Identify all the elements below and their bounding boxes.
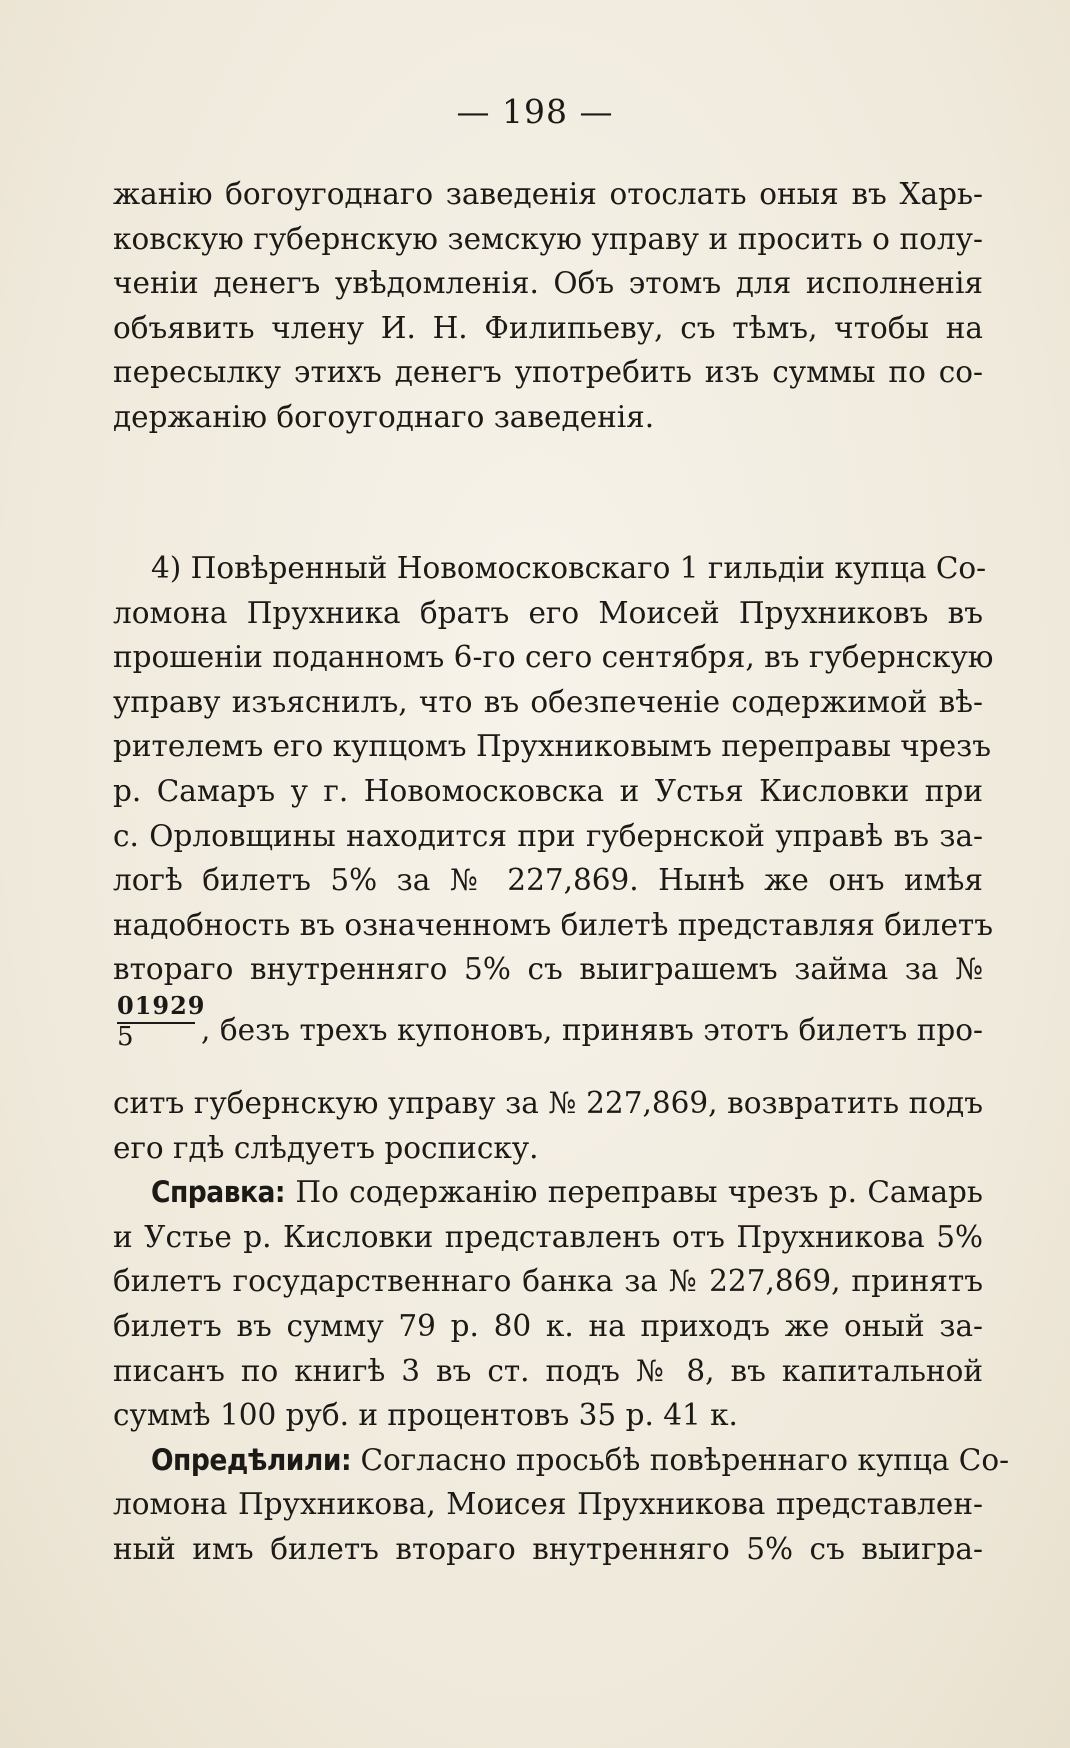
text-line: и Устье р. Кисловки представленъ отъ Прухникова 5% <box>113 1219 983 1254</box>
fraction-numerator: 01929 <box>117 992 195 1024</box>
text-line: , безъ трехъ купоновъ, принявъ этотъ билетъ про- <box>201 1012 983 1047</box>
fraction <box>117 990 206 1052</box>
text-line: управу изъяснилъ, что въ обезпеченіе содержимой вѣ- <box>113 684 983 719</box>
opredelili-label: Опредѣлили: <box>151 1442 352 1477</box>
text-line <box>113 1170 983 1215</box>
text-line: объявить члену И. Н. Филипьеву, съ тѣмъ, чтобы на <box>113 310 983 345</box>
text-line: рителемъ его купцомъ Прухниковымъ переправы чрезъ <box>113 729 992 764</box>
text-line: втораго внутренняго 5% съ выиграшемъ займа за № <box>113 952 983 987</box>
fraction-line <box>113 992 983 1081</box>
text-line: суммѣ 100 руб. и процентовъ 35 р. 41 к. <box>113 1398 738 1433</box>
opredelili-first-line: Согласно просьбѣ повѣреннаго купца Со- <box>360 1442 1010 1477</box>
text-line: ломона Прухника братъ его Моисей Прухниковъ въ <box>113 595 983 630</box>
spravka-paragraph <box>113 1170 983 1438</box>
text-line: 4) Повѣренный Новомосковскаго 1 гильдіи купца Со- <box>151 551 987 585</box>
text-line: ковскую губернскую земскую управу и просить о полу- <box>113 221 983 256</box>
paragraph-item-4 <box>113 546 994 1170</box>
main-text <box>113 546 1010 1571</box>
paragraph-continuation <box>113 172 983 440</box>
text-line: надобность въ означенномъ билетѣ представляя билетъ <box>113 907 993 942</box>
text-line: с. Орловщины находится при губернской управѣ въ за- <box>113 818 983 853</box>
text-line: писанъ по книгѣ 3 въ ст. подъ № 8, въ капитальной <box>113 1353 983 1388</box>
text-line: держанію богоугоднаго заведенія. <box>113 399 655 434</box>
fraction-denominator: 5 <box>117 1021 134 1052</box>
text-line: ченіи денегъ увѣдомленія. Объ этомъ для исполненія <box>113 266 983 301</box>
text-line: жанію богоугоднаго заведенія отослать оныя въ Харь- <box>113 177 983 211</box>
text-line: прошеніи поданномъ 6-го сего сентября, въ губернскую <box>113 640 994 675</box>
text-line: ный имъ билетъ втораго внутренняго 5% съ выигра- <box>113 1531 983 1566</box>
text-line: билетъ въ сумму 79 р. 80 к. на приходъ же оный за- <box>113 1308 983 1343</box>
text-line: его гдѣ слѣдуетъ росписку. <box>113 1130 539 1165</box>
page-number: — 198 — <box>456 92 614 131</box>
text-line: ломона Прухникова, Моисея Прухникова представлен- <box>113 1487 983 1522</box>
text-line: билетъ государственнаго банка за № 227,869, принятъ <box>113 1264 983 1299</box>
text-line: ситъ губернскую управу за № 227,869, возвратить подъ <box>113 1085 983 1120</box>
text-line: р. Самаръ у г. Новомосковска и Устья Кисловки при <box>113 773 983 808</box>
spravka-label: Справка: <box>151 1175 286 1210</box>
text-line: пересылку этихъ денегъ употребить изъ суммы по со- <box>113 355 983 390</box>
text-line <box>113 1438 1010 1483</box>
opredelili-paragraph <box>113 1438 1010 1572</box>
spravka-first-line: По содержанію переправы чрезъ р. Самарь <box>295 1175 983 1210</box>
text-line: логѣ билетъ 5% за № 227,869. Нынѣ же онъ имѣя <box>113 863 983 898</box>
